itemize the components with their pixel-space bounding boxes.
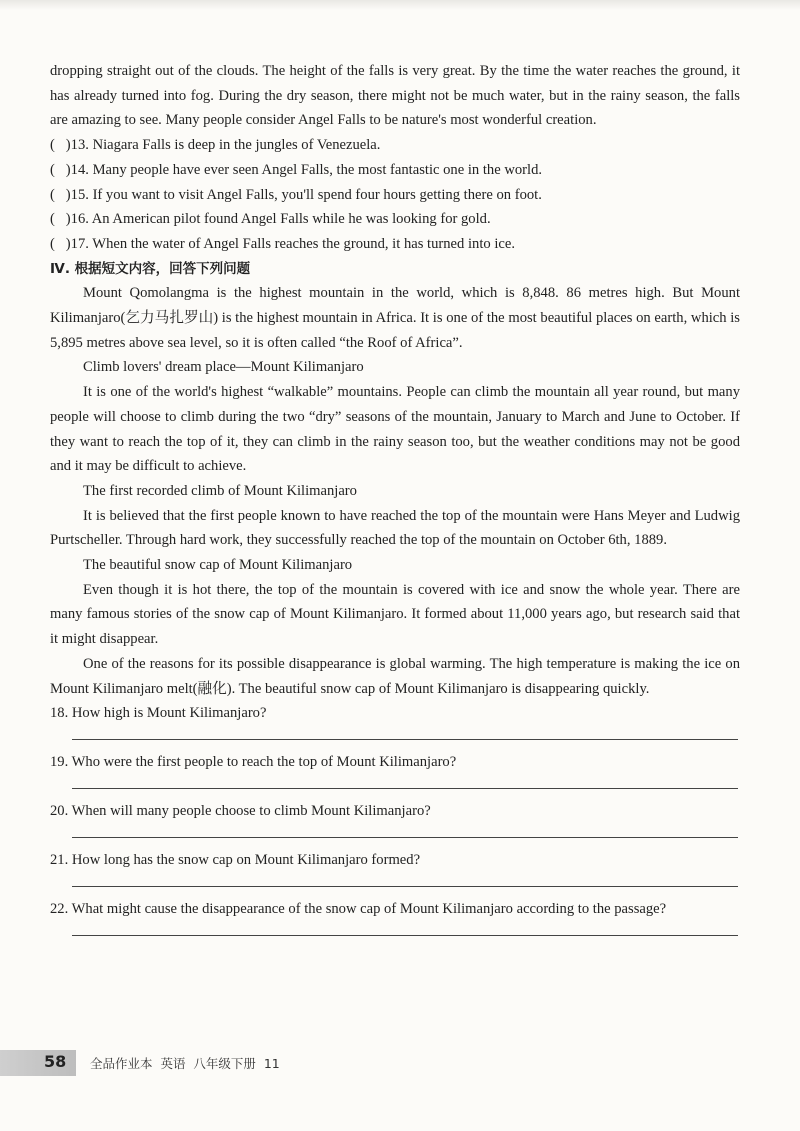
page-content — [50, 59, 740, 946]
tf-question-17 — [50, 232, 740, 257]
true-false-list — [50, 133, 740, 257]
question-20: 20. When will many people choose to climb Mount Kilimanjaro? — [50, 803, 431, 820]
tf-question-15 — [50, 183, 740, 208]
question-18: 18. How high is Mount Kilimanjaro? — [50, 705, 267, 722]
answer-line-20[interactable] — [72, 823, 738, 838]
answer-paren[interactable]: ( ) — [50, 211, 71, 228]
paragraph-intro: Mount Qomolangma is the highest mountain in the world, which is 8,848. 86 metres high. But Mount Kilimanjaro(乞力马扎罗山) is the highest mountain in Africa. It is one of the most beautiful places on earth, which is 5,895 metres above sea level, so it is often called “the Roof of Africa”. — [50, 285, 740, 351]
paragraph-global-warming: One of the reasons for its possible disappearance is global warming. The high temperature is making the ice on Mount Kilimanjaro melt(融化). The beautiful snow cap of Mount Kilimanjaro is disappearing quickly. — [50, 655, 740, 697]
answer-questions — [50, 701, 740, 936]
section-heading: Ⅳ. 根据短文内容，回答下列问题 — [50, 260, 251, 277]
question-text: 14. Many people have ever seen Angel Falls, the most fantastic one in the world. — [70, 161, 543, 178]
paragraph-snow-cap: Even though it is hot there, the top of the mountain is covered with ice and snow the whole year. There are many famous stories of the snow cap of Mount Kilimanjaro. It formed about 11,000 years ago, but research said that it might disappear. — [50, 581, 740, 648]
subheading-snow-cap: The beautiful snow cap of Mount Kilimanjaro — [83, 557, 353, 574]
answer-paren[interactable]: ( ) — [50, 137, 71, 154]
answer-line-18[interactable] — [72, 725, 738, 740]
answer-paren[interactable]: ( ) — [50, 186, 71, 203]
tf-question-16 — [50, 207, 740, 232]
page-footer — [0, 1050, 800, 1080]
page-number: 58 — [44, 1052, 67, 1071]
tf-question-13 — [50, 133, 740, 158]
paragraph-walkable: It is one of the world's highest “walkable” mountains. People can climb the mountain all year round, but many people will choose to climb during the two “dry” seasons of the mountain, January to March and June to October. If they want to reach the top of it, they can climb in the rainy season too, but the weather conditions may not be good and it may be difficult to achieve. — [50, 384, 740, 475]
answer-paren[interactable]: ( ) — [50, 161, 71, 178]
question-22: 22. What might cause the disappearance of the snow cap of Mount Kilimanjaro according to the passage? — [50, 901, 667, 918]
reading-passage — [50, 281, 740, 701]
question-text: 17. When the water of Angel Falls reaches the ground, it has turned into ice. — [70, 235, 515, 252]
passage-continuation: dropping straight out of the clouds. The height of the falls is very great. By the time the water reaches the ground, it has already turned into fog. During the dry season, there might not be much water, but in the rainy season, the falls are amazing to see. Many people consider Angel Falls to be nature's most wonderful creation. — [50, 63, 740, 129]
question-19: 19. Who were the first people to reach the top of Mount Kilimanjaro? — [50, 754, 457, 771]
page-top-shadow — [0, 0, 800, 10]
book-info: 全品作业本 英语 八年级下册 11 — [90, 1056, 280, 1071]
question-text: 16. An American pilot found Angel Falls while he was looking for gold. — [70, 211, 491, 228]
tf-question-14 — [50, 158, 740, 183]
answer-line-21[interactable] — [72, 872, 738, 887]
answer-line-19[interactable] — [72, 774, 738, 789]
question-21: 21. How long has the snow cap on Mount Kilimanjaro formed? — [50, 852, 421, 869]
subheading-first-climb: The first recorded climb of Mount Kilimanjaro — [83, 482, 357, 499]
answer-line-22[interactable] — [72, 921, 738, 936]
question-text: 15. If you want to visit Angel Falls, you'll spend four hours getting there on foot. — [70, 186, 542, 203]
subheading-dream-place: Climb lovers' dream place—Mount Kilimanjaro — [83, 359, 364, 376]
question-text: 13. Niagara Falls is deep in the jungles of Venezuela. — [70, 137, 381, 154]
paragraph-first-climb: It is believed that the first people known to have reached the top of the mountain were Hans Meyer and Ludwig Purtscheller. Through hard work, they successfully reached the top of the mountain on October 6th, 1889. — [50, 507, 740, 549]
answer-paren[interactable]: ( ) — [50, 235, 71, 252]
